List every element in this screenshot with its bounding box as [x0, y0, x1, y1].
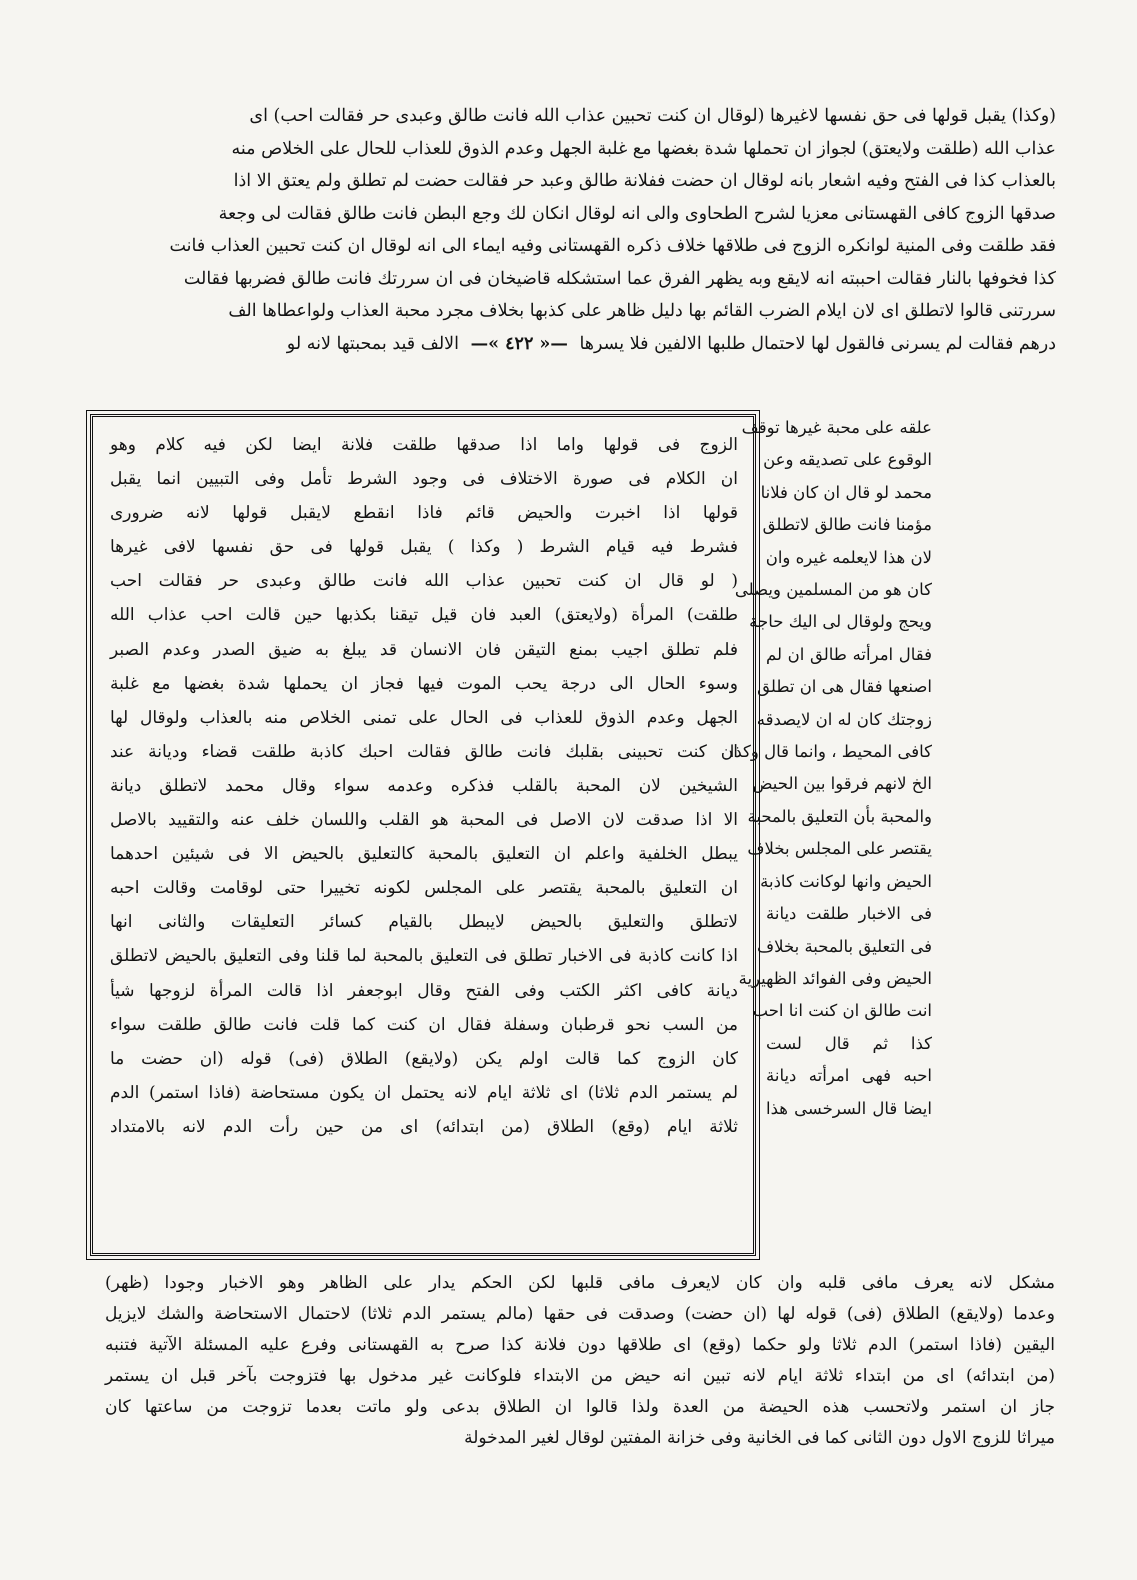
text-line: علقه على محبة غيرها توقف	[741, 418, 932, 437]
text-segment: الالف قيد بمحبتها لانه لو	[286, 333, 460, 354]
text-line: (وكذا) يقبل قولها فى حق نفسها لاغيرها (لوقال ان كنت تحبين عذاب الله فانت طالق وعبدى حر فقالت احب) اى	[249, 106, 1056, 126]
text-line: ويحج ولوقال لى اليك حاجة	[749, 612, 932, 632]
text-line: كذا فخوفها بالنار فقالت احببته انه لايقع وبه يظهر الفرق عما استشكله قاضيخان فى ان سررتك فانت طالق فضربها فقالت	[183, 268, 1056, 289]
text-line: سررتنى قالوا لاتطلق اى لان ايلام الضرب القائم بها دليل ظاهر على كذبها بخلاف مجرد محبة العذاب ولواعطاها الف	[228, 301, 1056, 321]
text-line: يبطل الخلفية واعلم ان التعليق بالمحبة كالتعليق بالحيض الا فى شيئين احدهما	[110, 844, 738, 865]
text-line: الحيض وانها لوكانت كاذبة	[760, 871, 932, 891]
text-line: احبه فهى امرأته ديانة	[766, 1066, 932, 1086]
text-line: ان كنت تحبينى بقلبك فانت طالق فقالت احبك كاذبة طلقت قضاء وديانة عند	[110, 741, 738, 762]
text-line: فلم تطلق اجيب بمنع التيقن فان الانسان قد يبلغ به ضيق الصدر وعدم الصبر	[110, 639, 738, 660]
text-line: صدقها الزوج كافى القهستانى معزيا لشرح الطحاوى والى انه لوقال انكان لك وجع البطن فانت طالق فقالت لى وجعة	[218, 203, 1056, 224]
text-line: الا اذا صدقت لان الاصل فى المحبة هو القلب واللسان خلف عنه والتقييد بالاصل	[110, 810, 738, 831]
page-number: —« ٤٢٢ »—	[465, 334, 574, 354]
text-line: اليقين (فاذا استمر) الدم ثلاثا ولو حكما (وقع) اى طلاقها دون فلانة كذا صرح به القهستانى وفرع عليه المسئلة الآتية فتنبه	[105, 1335, 1055, 1355]
text-line: فى التعليق بالمحبة بخلاف	[757, 936, 932, 956]
text-line-with-page-number	[86, 328, 1056, 361]
text-line: اذا كانت كاذبة فى الاخبار تطلق فى التعليق بالمحبة لما قلنا وفى التعليق بالحيض لاتطلق	[110, 946, 738, 967]
text-line: فى الاخبار طلقت ديانة	[766, 904, 932, 924]
text-line: وسوء الحال الى درجة يحب الموت فيها فجاز ان يحملها شدة بغضها مع غلبة	[110, 673, 738, 694]
text-line: الشيخين لان المحبة بالقلب فذكره وعدمه سواء وقال محمد لاتطلق ديانة	[110, 775, 738, 796]
text-line: ميراثا للزوج الاول دون الثانى كما فى الخانية وفى خزانة المفتين لوقال لغير المدخولة	[464, 1428, 1055, 1448]
text-line: قولها اذا اخبرت والحيض قائم فاذا انقطع لايقبل قولها لانه ضرورى	[110, 503, 738, 524]
text-line: وعدما (ولايقع) الطلاق (فى) قوله لها (ان حضت) وصدقت فى حقها (مالم يستمر الدم ثلاثا) لاحتمال الاستحاضة والشك لايزيل	[105, 1304, 1055, 1324]
text-line: بالعذاب كذا فى الفتح وفيه اشعار بانه لوقال ان حضت ففلانة طالق وعبد حر فقالت حضت لم تطلق ولم يعتق الا اذا	[233, 171, 1056, 191]
text-line: عذاب الله (طلقت ولايعتق) لجواز ان تحملها شدة بغضها مع غلبة الجهل وعدم الذوق للعذاب للحال على الخلاص منه	[231, 138, 1056, 159]
text-line: محمد لو قال ان كان فلانا	[760, 482, 932, 502]
text-line: ثلاثة ايام (وقع) الطلاق (من ابتدائه) اى من حين رأت الدم لانه بالامتداد	[110, 1116, 738, 1137]
text-line: كافى المحيط ، وانما قال وكذا	[729, 742, 932, 762]
text-line: مؤمنا فانت طالق لاتطلق	[762, 515, 932, 535]
text-line: زوجتك كان له ان لايصدقه	[756, 709, 932, 729]
text-line: من السب نحو قرطبان وسفلة فقال ان كنت كما قلت فانت طالق طلقت سواء	[110, 1014, 738, 1035]
text-segment: درهم فقالت لم يسرنى فالقول لها لاحتمال طلبها الالفين فلا يسرها	[579, 333, 1056, 354]
text-line: كذا ثم قال لست	[766, 1033, 932, 1053]
text-line: اصنعها فقال هى ان تطلق	[757, 677, 932, 697]
text-line: يقتصر على المجلس بخلاف	[747, 839, 932, 859]
framed-commentary-text	[110, 428, 738, 1250]
text-line: الخ لانهم فرقوا بين الحيض	[752, 774, 932, 794]
main-text-top	[86, 100, 1056, 410]
text-line: فقال امرأته طالق ان لم	[766, 644, 932, 664]
text-line: الحيض وفى الفوائد الظهيرية	[738, 968, 932, 988]
text-line: كان هو من المسلمين ويصلى	[734, 580, 932, 600]
text-line: فشرط فيه قيام الشرط ( وكذا ) يقبل قولها فى حق نفسها لافى غيرها	[110, 537, 738, 558]
text-line: الجهل وعدم الذوق للعذاب فى الحال على تمنى الخلاص منه بالعذاب ولوقال لها	[110, 707, 738, 728]
text-line: مشكل لانه يعرف مافى قلبه وان كان لايعرف مافى قلبها لكن الحكم يدار على الظاهر وهو الاخبار وجودا (ظهر)	[105, 1273, 1055, 1293]
text-line: الوقوع على تصديقه وعن	[763, 450, 932, 470]
text-line: ان التعليق بالمحبة يقتصر على المجلس لكونه تخييرا حتى لوقامت وقالت احبه	[110, 878, 738, 899]
text-line: والمحبة بأن التعليق بالمحبة	[747, 806, 932, 826]
text-line: ان الكلام فى صورة الاختلاف فى وجود الشرط تأمل وفى التبيين انما يقبل	[110, 469, 738, 490]
text-line: لان هذا لايعلمه غيره وان	[765, 547, 932, 567]
text-line: (من ابتدائه) اى من ابتداء ثلاثة ايام لانه تبين انه حيض من الابتداء فلوكانت غير مدخول بها فتزوجت بآخر قبل ان يستمر	[105, 1366, 1055, 1386]
margin-commentary-text	[729, 412, 932, 1256]
main-text-bottom	[105, 1268, 1055, 1473]
text-line: ديانة كافى اكثر الكتب وفى الفتح وقال ابوجعفر اذا قالت المرأة لزوجها شيأ	[110, 980, 738, 1001]
text-line: فقد طلقت وفى المنية لوانكره الزوج فى طلاقها خلاف ذكره القهستانى وفيه ايماء الى انه لوقال ان كنت تحبين العذاب فانت	[169, 236, 1056, 256]
text-line: طلقت) المرأة (ولايعتق) العبد فان قيل تيقنا بكذبها حين قالت احب عذاب الله	[110, 605, 738, 626]
text-line: ايضا قال السرخسى هذا	[766, 1098, 932, 1118]
text-line: كان الزوج كما قالت اولم يكن (ولايقع) الطلاق (فى) قوله (ان حضت ما	[110, 1048, 738, 1069]
text-line: ( لو قال ان كنت تحبين عذاب الله فانت طالق وعبدى حر فقالت احب	[110, 571, 738, 592]
text-line: الزوج فى قولها واما اذا صدقها طلقت فلانة ايضا لكن فيه كلام وهو	[110, 435, 738, 455]
text-line: انت طالق ان كنت انا احب	[752, 1001, 932, 1021]
text-line: جاز ان استمر ولاتحسب هذه الحيضة من العدة ولذا قالوا ان الطلاق بدعى ولو ماتت بعدما تزوجت من ساعتها كان	[105, 1397, 1055, 1417]
text-line: لاتطلق والتعليق بالحيض لايبطل بالقيام كسائر التعليقات والثانى انها	[110, 912, 738, 933]
text-line: لم يستمر الدم ثلاثا) اى ثلاثة ايام لانه يحتمل ان يكون مستحاضة (فاذا استمر) الدم	[110, 1082, 738, 1103]
